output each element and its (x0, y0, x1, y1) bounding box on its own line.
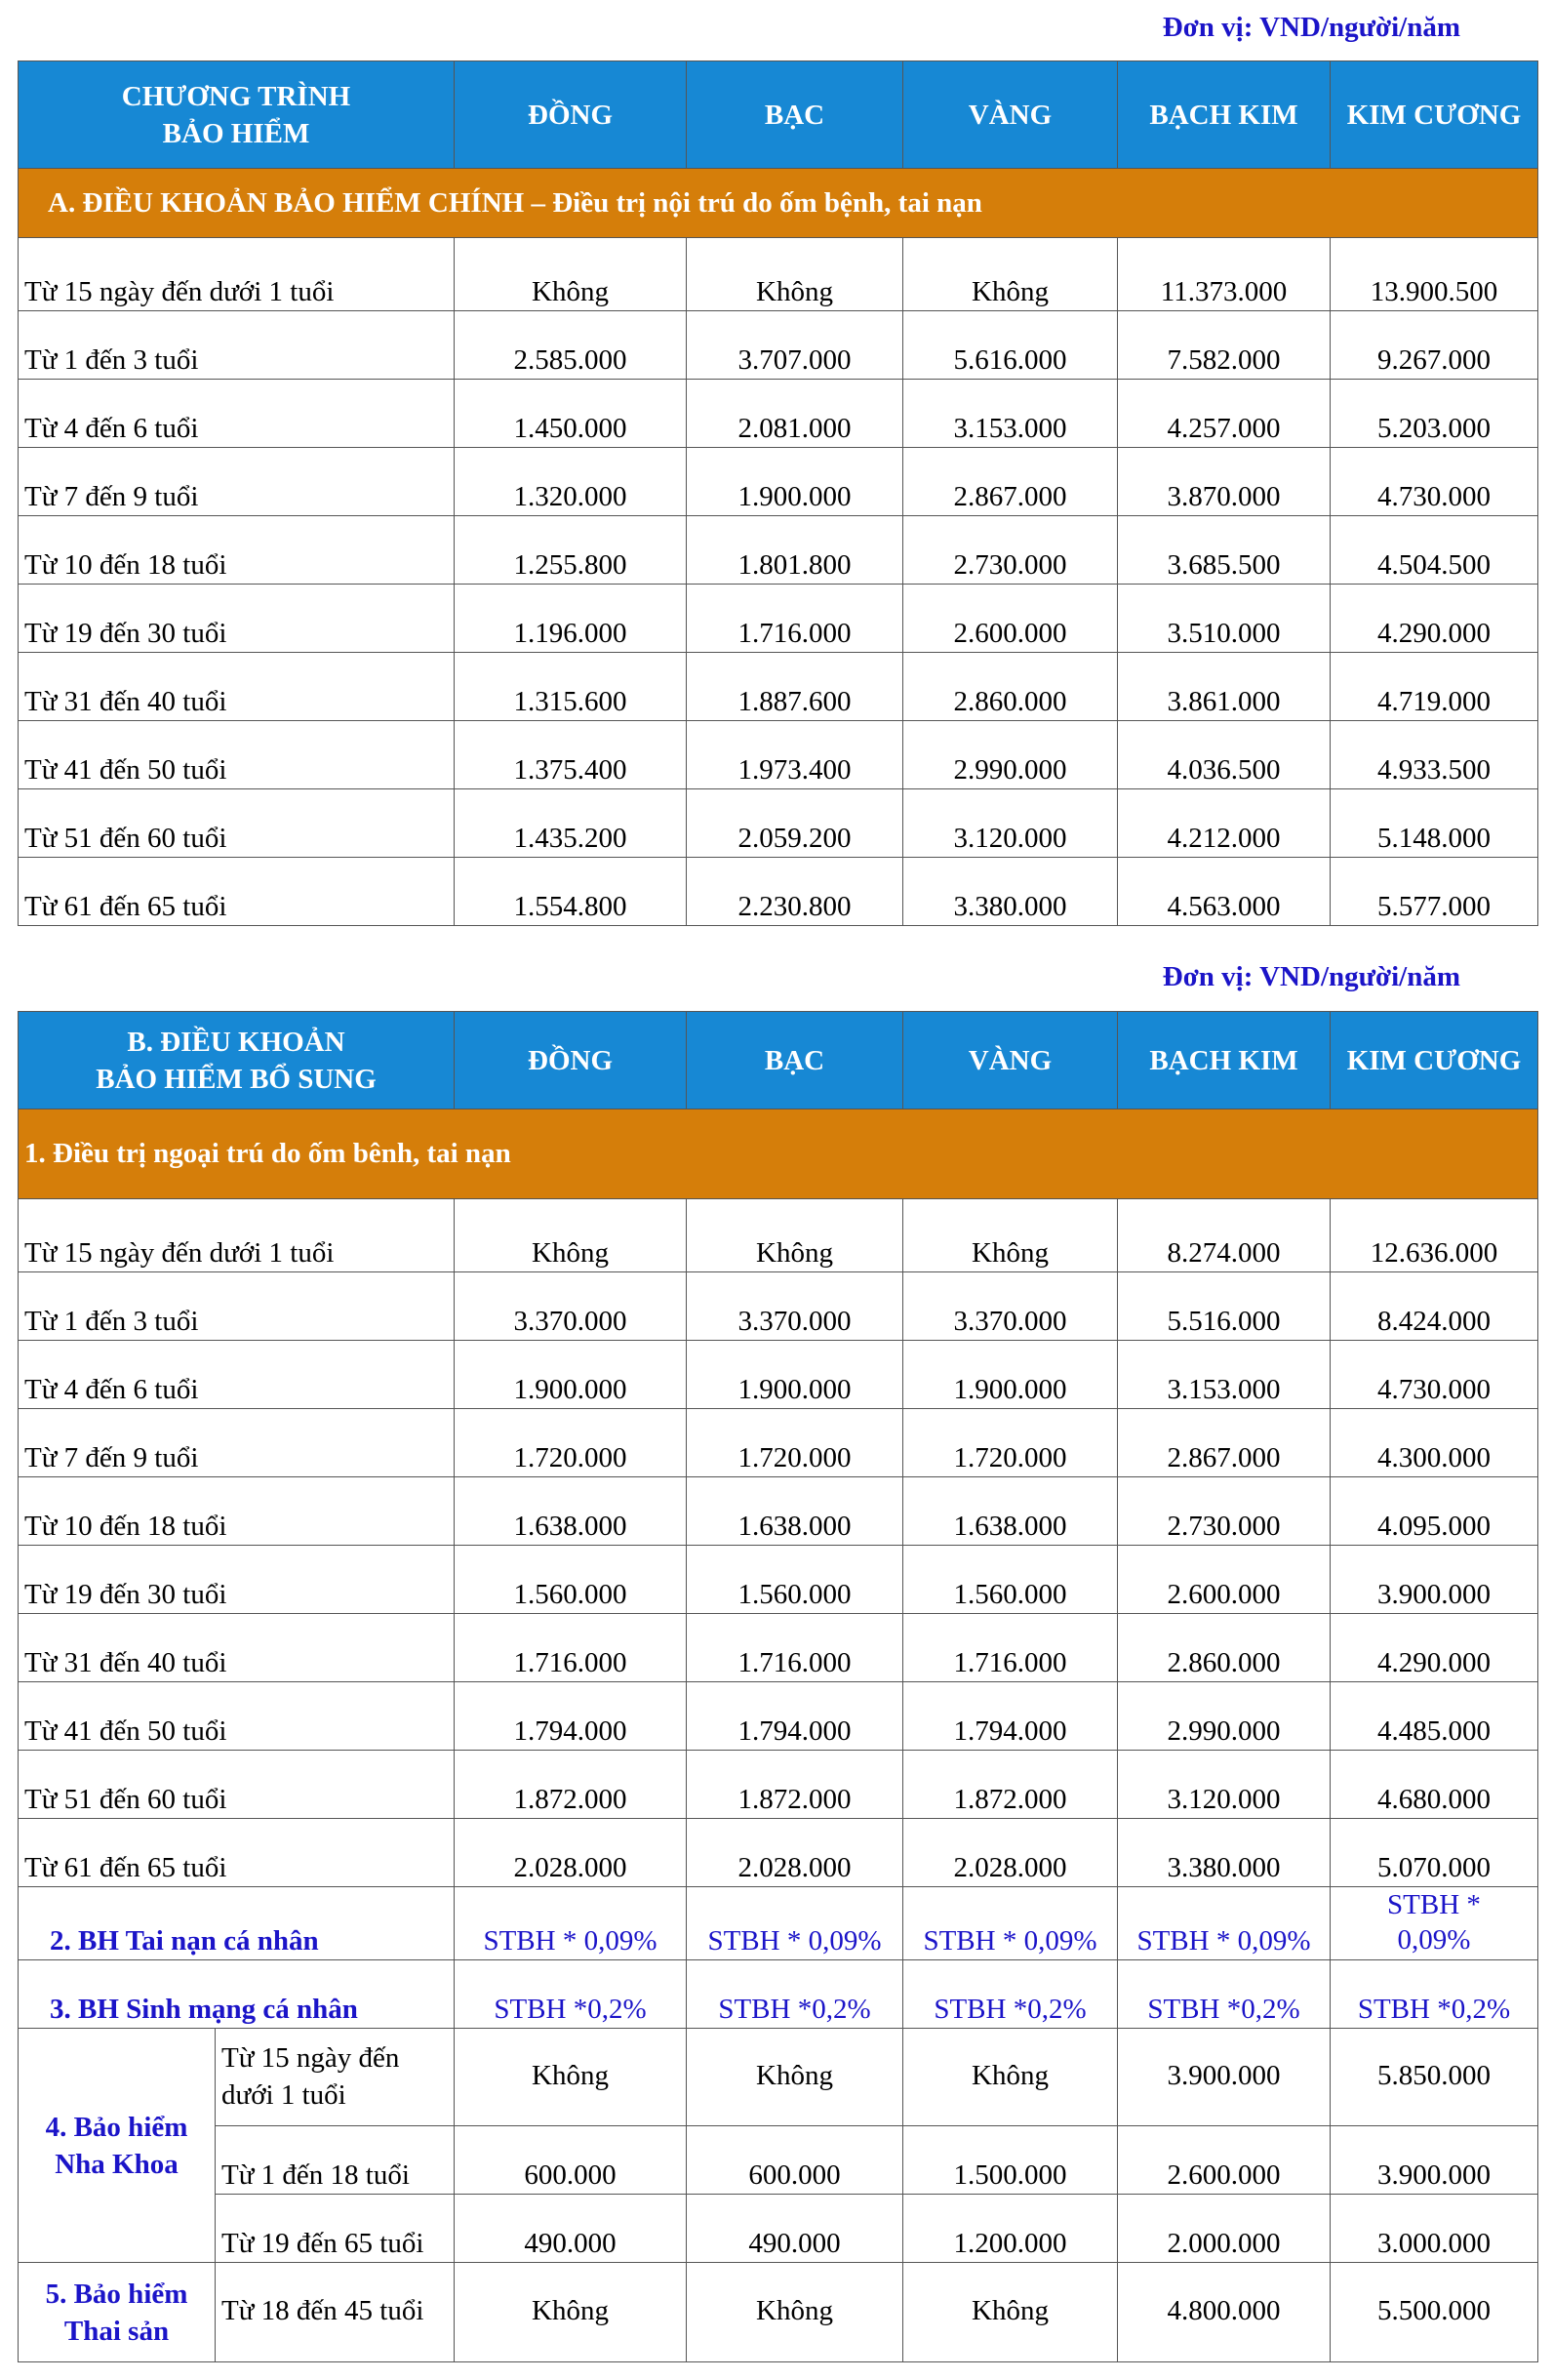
premium-value: 1.900.000 (687, 1341, 903, 1409)
premium-value: 1.716.000 (455, 1614, 687, 1682)
dental-value: Không (903, 2029, 1118, 2126)
premium-value: 1.872.000 (455, 1751, 687, 1819)
premium-value: 4.485.000 (1331, 1682, 1538, 1751)
unit-label-a: Đơn vị: VND/người/năm (1162, 12, 1460, 43)
life-bac: STBH *0,2% (687, 1960, 903, 2029)
premium-value: 1.720.000 (455, 1409, 687, 1477)
premium-value: 1.196.000 (455, 585, 687, 653)
maternity-value: Không (455, 2263, 687, 2362)
premium-value: 5.577.000 (1331, 858, 1538, 926)
dental-value: 2.600.000 (1118, 2126, 1331, 2195)
dental-value: 3.000.000 (1331, 2195, 1538, 2263)
premium-value: 4.290.000 (1331, 1614, 1538, 1682)
age-label: Từ 31 đến 40 tuổi (19, 653, 455, 721)
table-row (19, 1546, 1538, 1614)
age-label: Từ 31 đến 40 tuổi (19, 1614, 455, 1682)
table-row (19, 1819, 1538, 1887)
premium-value: 4.212.000 (1118, 789, 1331, 858)
premium-value: 3.870.000 (1118, 448, 1331, 516)
dental-value: 1.200.000 (903, 2195, 1118, 2263)
premium-value: 4.257.000 (1118, 380, 1331, 448)
table-row (19, 1341, 1538, 1409)
life-kim-cuong: STBH *0,2% (1331, 1960, 1538, 2029)
premium-value: 1.900.000 (455, 1341, 687, 1409)
table-row (19, 1614, 1538, 1682)
premium-value: 1.320.000 (455, 448, 687, 516)
accident-row (19, 1887, 1538, 1960)
premium-value: 3.380.000 (903, 858, 1118, 926)
header-program: CHƯƠNG TRÌNH BẢO HIỂM (19, 61, 455, 169)
premium-value: 1.716.000 (687, 1614, 903, 1682)
dental-row (19, 2029, 1538, 2126)
premium-value: 2.081.000 (687, 380, 903, 448)
dental-age: Từ 19 đến 65 tuổi (216, 2195, 455, 2263)
premium-value: 1.716.000 (687, 585, 903, 653)
age-label: Từ 41 đến 50 tuổi (19, 721, 455, 789)
premium-value: 3.120.000 (1118, 1751, 1331, 1819)
premium-value: 1.560.000 (903, 1546, 1118, 1614)
premium-value: 1.435.200 (455, 789, 687, 858)
premium-value: 4.563.000 (1118, 858, 1331, 926)
premium-value: 3.900.000 (1331, 1546, 1538, 1614)
premium-value: 3.861.000 (1118, 653, 1331, 721)
premium-value: 5.516.000 (1118, 1272, 1331, 1341)
premium-value: 3.370.000 (455, 1272, 687, 1341)
age-label: Từ 19 đến 30 tuổi (19, 585, 455, 653)
table-row (19, 1409, 1538, 1477)
header-bac: BẠC (687, 61, 903, 169)
age-label: Từ 51 đến 60 tuổi (19, 1751, 455, 1819)
premium-value: 2.990.000 (903, 721, 1118, 789)
premium-value: 3.707.000 (687, 311, 903, 380)
premium-value: 3.685.500 (1118, 516, 1331, 585)
premium-value: 2.600.000 (1118, 1546, 1331, 1614)
age-label: Từ 7 đến 9 tuổi (19, 448, 455, 516)
table-row (19, 1477, 1538, 1546)
premium-value: Không (455, 238, 687, 311)
dental-value: 3.900.000 (1331, 2126, 1538, 2195)
dental-age: Từ 15 ngày đến dưới 1 tuổi (216, 2029, 455, 2126)
maternity-value: 4.800.000 (1118, 2263, 1331, 2362)
dental-value: Không (455, 2029, 687, 2126)
premium-value: 4.680.000 (1331, 1751, 1538, 1819)
premium-value: 3.153.000 (1118, 1341, 1331, 1409)
premium-value: 3.380.000 (1118, 1819, 1331, 1887)
header-vang: VÀNG (903, 1012, 1118, 1109)
premium-value: 4.300.000 (1331, 1409, 1538, 1477)
premium-value: 1.900.000 (903, 1341, 1118, 1409)
table-row (19, 380, 1538, 448)
table-row (19, 721, 1538, 789)
header-kim-cuong: KIM CƯƠNG (1331, 61, 1538, 169)
premium-value: 1.872.000 (687, 1751, 903, 1819)
dental-value: 600.000 (687, 2126, 903, 2195)
premium-value: 1.716.000 (903, 1614, 1118, 1682)
premium-value: 1.973.400 (687, 721, 903, 789)
premium-value: 1.560.000 (455, 1546, 687, 1614)
premium-value: 2.860.000 (903, 653, 1118, 721)
header-dong: ĐỒNG (455, 61, 687, 169)
dental-value: 600.000 (455, 2126, 687, 2195)
premium-value: 4.036.500 (1118, 721, 1331, 789)
premium-value: Không (455, 1199, 687, 1272)
premium-table-main (18, 61, 1538, 926)
premium-value: 2.860.000 (1118, 1614, 1331, 1682)
premium-value: 1.900.000 (687, 448, 903, 516)
premium-value: 1.554.800 (455, 858, 687, 926)
premium-value: Không (903, 238, 1118, 311)
section-row (19, 1109, 1538, 1199)
section-row (19, 169, 1538, 238)
dental-row (19, 2126, 1538, 2195)
maternity-row (19, 2263, 1538, 2362)
table-row (19, 311, 1538, 380)
premium-table-supplementary (18, 1011, 1538, 2362)
section-title: 1. Điều trị ngoại trú do ốm bênh, tai nạn (19, 1109, 1538, 1199)
premium-value: 1.255.800 (455, 516, 687, 585)
premium-value: 5.070.000 (1331, 1819, 1538, 1887)
life-dong: STBH *0,2% (455, 1960, 687, 2029)
header-bach-kim: BẠCH KIM (1118, 61, 1331, 169)
premium-value: 2.730.000 (1118, 1477, 1331, 1546)
premium-value: 4.290.000 (1331, 585, 1538, 653)
premium-value: 2.230.800 (687, 858, 903, 926)
maternity-value: Không (903, 2263, 1118, 2362)
accident-kim-cuong: STBH * 0,09% (1331, 1887, 1538, 1960)
premium-value: 2.867.000 (903, 448, 1118, 516)
premium-value: 5.616.000 (903, 311, 1118, 380)
header-bac: BẠC (687, 1012, 903, 1109)
premium-value: 1.638.000 (455, 1477, 687, 1546)
life-bach-kim: STBH *0,2% (1118, 1960, 1331, 2029)
premium-value: 1.720.000 (687, 1409, 903, 1477)
premium-value: 2.028.000 (687, 1819, 903, 1887)
premium-value: 5.148.000 (1331, 789, 1538, 858)
table-row (19, 585, 1538, 653)
accident-dong: STBH * 0,09% (455, 1887, 687, 1960)
premium-value: 1.450.000 (455, 380, 687, 448)
header-kim-cuong: KIM CƯƠNG (1331, 1012, 1538, 1109)
premium-value: 4.730.000 (1331, 448, 1538, 516)
premium-value: Không (687, 1199, 903, 1272)
premium-value: 1.872.000 (903, 1751, 1118, 1819)
table-row (19, 238, 1538, 311)
premium-value: 3.120.000 (903, 789, 1118, 858)
age-label: Từ 10 đến 18 tuổi (19, 516, 455, 585)
dental-value: 2.000.000 (1118, 2195, 1331, 2263)
accident-vang: STBH * 0,09% (903, 1887, 1118, 1960)
header-dong: ĐỒNG (455, 1012, 687, 1109)
premium-value: 1.794.000 (455, 1682, 687, 1751)
premium-value: 3.510.000 (1118, 585, 1331, 653)
dental-value: 3.900.000 (1118, 2029, 1331, 2126)
age-label: Từ 15 ngày đến dưới 1 tuổi (19, 1199, 455, 1272)
table-row (19, 1199, 1538, 1272)
accident-label: 2. BH Tai nạn cá nhân (19, 1887, 455, 1960)
premium-value: 4.933.500 (1331, 721, 1538, 789)
age-label: Từ 15 ngày đến dưới 1 tuổi (19, 238, 455, 311)
premium-value: 2.028.000 (455, 1819, 687, 1887)
age-label: Từ 4 đến 6 tuổi (19, 1341, 455, 1409)
premium-value: 4.730.000 (1331, 1341, 1538, 1409)
premium-value: 13.900.500 (1331, 238, 1538, 311)
table-row (19, 1272, 1538, 1341)
life-vang: STBH *0,2% (903, 1960, 1118, 2029)
premium-value: 2.867.000 (1118, 1409, 1331, 1477)
age-label: Từ 10 đến 18 tuổi (19, 1477, 455, 1546)
premium-value: 2.028.000 (903, 1819, 1118, 1887)
maternity-value: Không (687, 2263, 903, 2362)
premium-value: 2.600.000 (903, 585, 1118, 653)
header-program: B. ĐIỀU KHOẢN BẢO HIỂM BỔ SUNG (19, 1012, 455, 1109)
table-row (19, 1751, 1538, 1819)
premium-value: 3.370.000 (903, 1272, 1118, 1341)
table-header (19, 61, 1538, 169)
table-row (19, 1682, 1538, 1751)
premium-value: Không (903, 1199, 1118, 1272)
premium-value: 2.585.000 (455, 311, 687, 380)
life-label: 3. BH Sinh mạng cá nhân (19, 1960, 455, 2029)
dental-value: 490.000 (455, 2195, 687, 2263)
accident-bac: STBH * 0,09% (687, 1887, 903, 1960)
premium-value: 8.424.000 (1331, 1272, 1538, 1341)
table-row (19, 448, 1538, 516)
premium-value: 2.990.000 (1118, 1682, 1331, 1751)
unit-label-b: Đơn vị: VND/người/năm (1162, 961, 1460, 992)
premium-value: 1.315.600 (455, 653, 687, 721)
age-label: Từ 61 đến 65 tuổi (19, 1819, 455, 1887)
age-label: Từ 19 đến 30 tuổi (19, 1546, 455, 1614)
premium-value: 4.504.500 (1331, 516, 1538, 585)
premium-value: 2.730.000 (903, 516, 1118, 585)
maternity-value: 5.500.000 (1331, 2263, 1538, 2362)
maternity-label: 5. Bảo hiểm Thai sản (19, 2263, 216, 2362)
table-row (19, 789, 1538, 858)
premium-value: 3.370.000 (687, 1272, 903, 1341)
age-label: Từ 41 đến 50 tuổi (19, 1682, 455, 1751)
premium-value: 11.373.000 (1118, 238, 1331, 311)
table-row (19, 858, 1538, 926)
age-label: Từ 7 đến 9 tuổi (19, 1409, 455, 1477)
premium-value: 5.203.000 (1331, 380, 1538, 448)
dental-label: 4. Bảo hiểm Nha Khoa (19, 2029, 216, 2263)
life-row (19, 1960, 1538, 2029)
dental-value: 1.500.000 (903, 2126, 1118, 2195)
table-header (19, 1012, 1538, 1109)
premium-value: 9.267.000 (1331, 311, 1538, 380)
premium-value: 1.375.400 (455, 721, 687, 789)
dental-age: Từ 1 đến 18 tuổi (216, 2126, 455, 2195)
section-title: A. ĐIỀU KHOẢN BẢO HIỂM CHÍNH – Điều trị nội trú do ốm bệnh, tai nạn (19, 169, 1538, 238)
dental-value: 490.000 (687, 2195, 903, 2263)
premium-value: 12.636.000 (1331, 1199, 1538, 1272)
dental-row (19, 2195, 1538, 2263)
premium-value: 1.794.000 (903, 1682, 1118, 1751)
maternity-age: Từ 18 đến 45 tuổi (216, 2263, 455, 2362)
premium-value: 1.638.000 (687, 1477, 903, 1546)
premium-value: 8.274.000 (1118, 1199, 1331, 1272)
premium-value: 1.638.000 (903, 1477, 1118, 1546)
premium-value: 1.801.800 (687, 516, 903, 585)
premium-value: 2.059.200 (687, 789, 903, 858)
premium-value: 1.887.600 (687, 653, 903, 721)
table-row (19, 516, 1538, 585)
premium-value: 1.560.000 (687, 1546, 903, 1614)
accident-bach-kim: STBH * 0,09% (1118, 1887, 1331, 1960)
premium-value: 4.095.000 (1331, 1477, 1538, 1546)
dental-value: Không (687, 2029, 903, 2126)
age-label: Từ 4 đến 6 tuổi (19, 380, 455, 448)
premium-value: 1.794.000 (687, 1682, 903, 1751)
premium-value: Không (687, 238, 903, 311)
age-label: Từ 1 đến 3 tuổi (19, 311, 455, 380)
age-label: Từ 61 đến 65 tuổi (19, 858, 455, 926)
premium-value: 7.582.000 (1118, 311, 1331, 380)
age-label: Từ 1 đến 3 tuổi (19, 1272, 455, 1341)
header-vang: VÀNG (903, 61, 1118, 169)
premium-value: 3.153.000 (903, 380, 1118, 448)
table-row (19, 653, 1538, 721)
header-bach-kim: BẠCH KIM (1118, 1012, 1331, 1109)
premium-value: 1.720.000 (903, 1409, 1118, 1477)
age-label: Từ 51 đến 60 tuổi (19, 789, 455, 858)
dental-value: 5.850.000 (1331, 2029, 1538, 2126)
premium-value: 4.719.000 (1331, 653, 1538, 721)
